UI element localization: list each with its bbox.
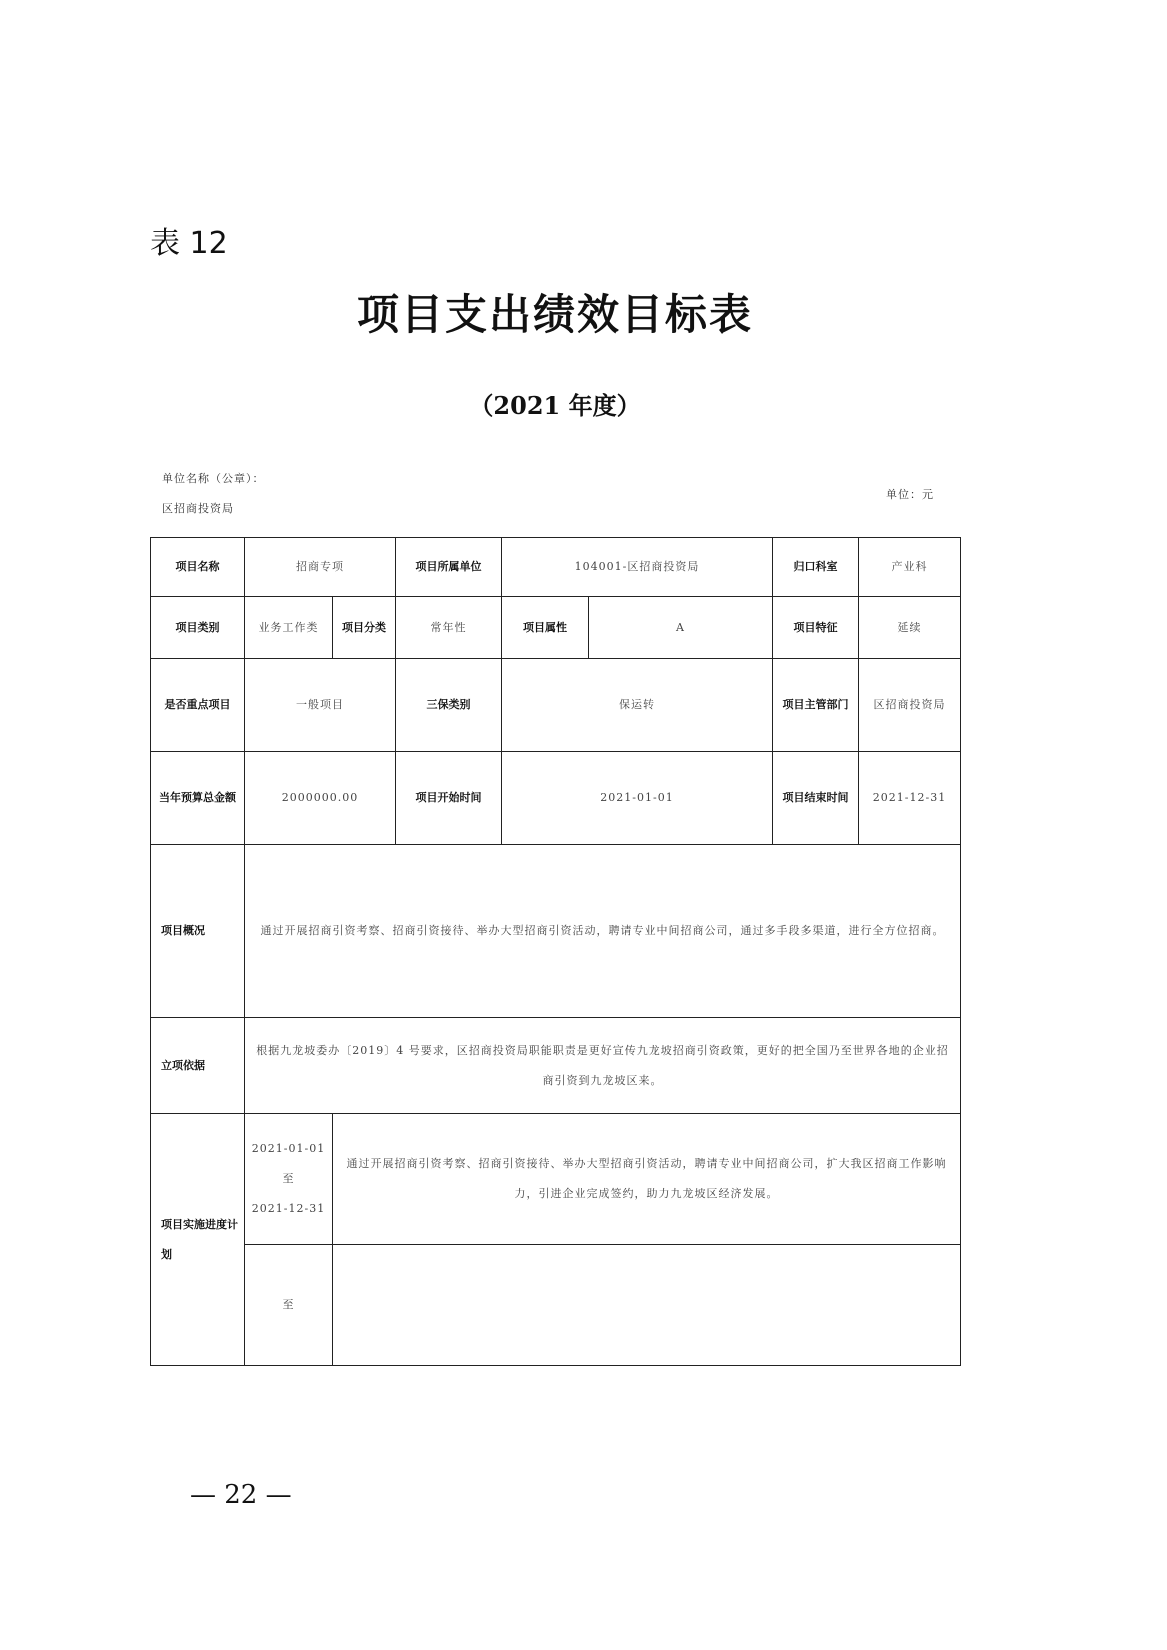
guarantee-type-label: 三保类别 bbox=[396, 659, 502, 752]
schedule-label: 项目实施进度计划 bbox=[151, 1114, 245, 1366]
period-1-to: 至 bbox=[282, 1172, 295, 1185]
budget-label: 当年预算总金额 bbox=[151, 752, 245, 845]
table-row bbox=[151, 538, 961, 597]
table-row bbox=[151, 597, 961, 659]
category-value: 业务工作类 bbox=[245, 597, 333, 659]
attribute-label: 项目属性 bbox=[502, 597, 589, 659]
attribute-value: A bbox=[589, 597, 773, 659]
table-row bbox=[151, 659, 961, 752]
end-time-label: 项目结束时间 bbox=[773, 752, 859, 845]
budget-value: 2000000.00 bbox=[245, 752, 396, 845]
subcategory-value: 常年性 bbox=[396, 597, 502, 659]
feature-label: 项目特征 bbox=[773, 597, 859, 659]
schedule-period-1 bbox=[245, 1114, 333, 1245]
end-time-value: 2021-12-31 bbox=[859, 752, 961, 845]
dept-value: 产业科 bbox=[859, 538, 961, 597]
page-title: 项目支出绩效目标表 bbox=[356, 290, 753, 339]
unit-name-value: 区招商投资局 bbox=[162, 502, 234, 515]
basis-label: 立项依据 bbox=[151, 1018, 245, 1114]
performance-target-table bbox=[150, 537, 961, 1366]
dept-label: 归口科室 bbox=[773, 538, 859, 597]
feature-value: 延续 bbox=[859, 597, 961, 659]
fiscal-year: （2021 年度） bbox=[469, 391, 641, 420]
category-label: 项目类别 bbox=[151, 597, 245, 659]
period-2-description bbox=[333, 1245, 961, 1366]
guarantee-type-value: 保运转 bbox=[502, 659, 773, 752]
authority-value: 区招商投资局 bbox=[859, 659, 961, 752]
unit-name-label: 单位名称（公章）： bbox=[162, 472, 265, 485]
period-1-description: 通过开展招商引资考察、招商引资接待、举办大型招商引资活动，聘请专业中间招商公司，扩大我区招商工作影响力，引进企业完成签约，助力九龙坡区经济发展。 bbox=[333, 1114, 961, 1245]
basis-value: 根据九龙坡委办〔2019〕4 号要求，区招商投资局职能职责是更好宣传九龙坡招商引资政策，更好的把全国乃至世界各地的企业招商引资到九龙坡区来。 bbox=[245, 1018, 961, 1114]
key-project-label: 是否重点项目 bbox=[151, 659, 245, 752]
table-number: 表 12 bbox=[150, 226, 228, 261]
page-number: — 22 — bbox=[190, 1480, 292, 1510]
owner-unit-value: 104001-区招商投资局 bbox=[502, 538, 773, 597]
period-1-start: 2021-01-01 bbox=[251, 1142, 326, 1155]
table-row bbox=[151, 845, 961, 1018]
authority-label: 项目主管部门 bbox=[773, 659, 859, 752]
schedule-period-2: 至 bbox=[245, 1245, 333, 1366]
overview-value: 通过开展招商引资考察、招商引资接待、举办大型招商引资活动，聘请专业中间招商公司，通过多手段多渠道，进行全方位招商。 bbox=[245, 845, 961, 1018]
table-row bbox=[151, 1018, 961, 1114]
currency-unit: 单位：元 bbox=[886, 488, 934, 501]
project-name-label: 项目名称 bbox=[151, 538, 245, 597]
period-1-end: 2021-12-31 bbox=[251, 1202, 326, 1215]
start-time-value: 2021-01-01 bbox=[502, 752, 773, 845]
project-name-value: 招商专项 bbox=[245, 538, 396, 597]
subcategory-label: 项目分类 bbox=[333, 597, 396, 659]
key-project-value: 一般项目 bbox=[245, 659, 396, 752]
table-row bbox=[151, 1245, 961, 1366]
table-row bbox=[151, 1114, 961, 1245]
overview-label: 项目概况 bbox=[151, 845, 245, 1018]
owner-unit-label: 项目所属单位 bbox=[396, 538, 502, 597]
table-row bbox=[151, 752, 961, 845]
start-time-label: 项目开始时间 bbox=[396, 752, 502, 845]
